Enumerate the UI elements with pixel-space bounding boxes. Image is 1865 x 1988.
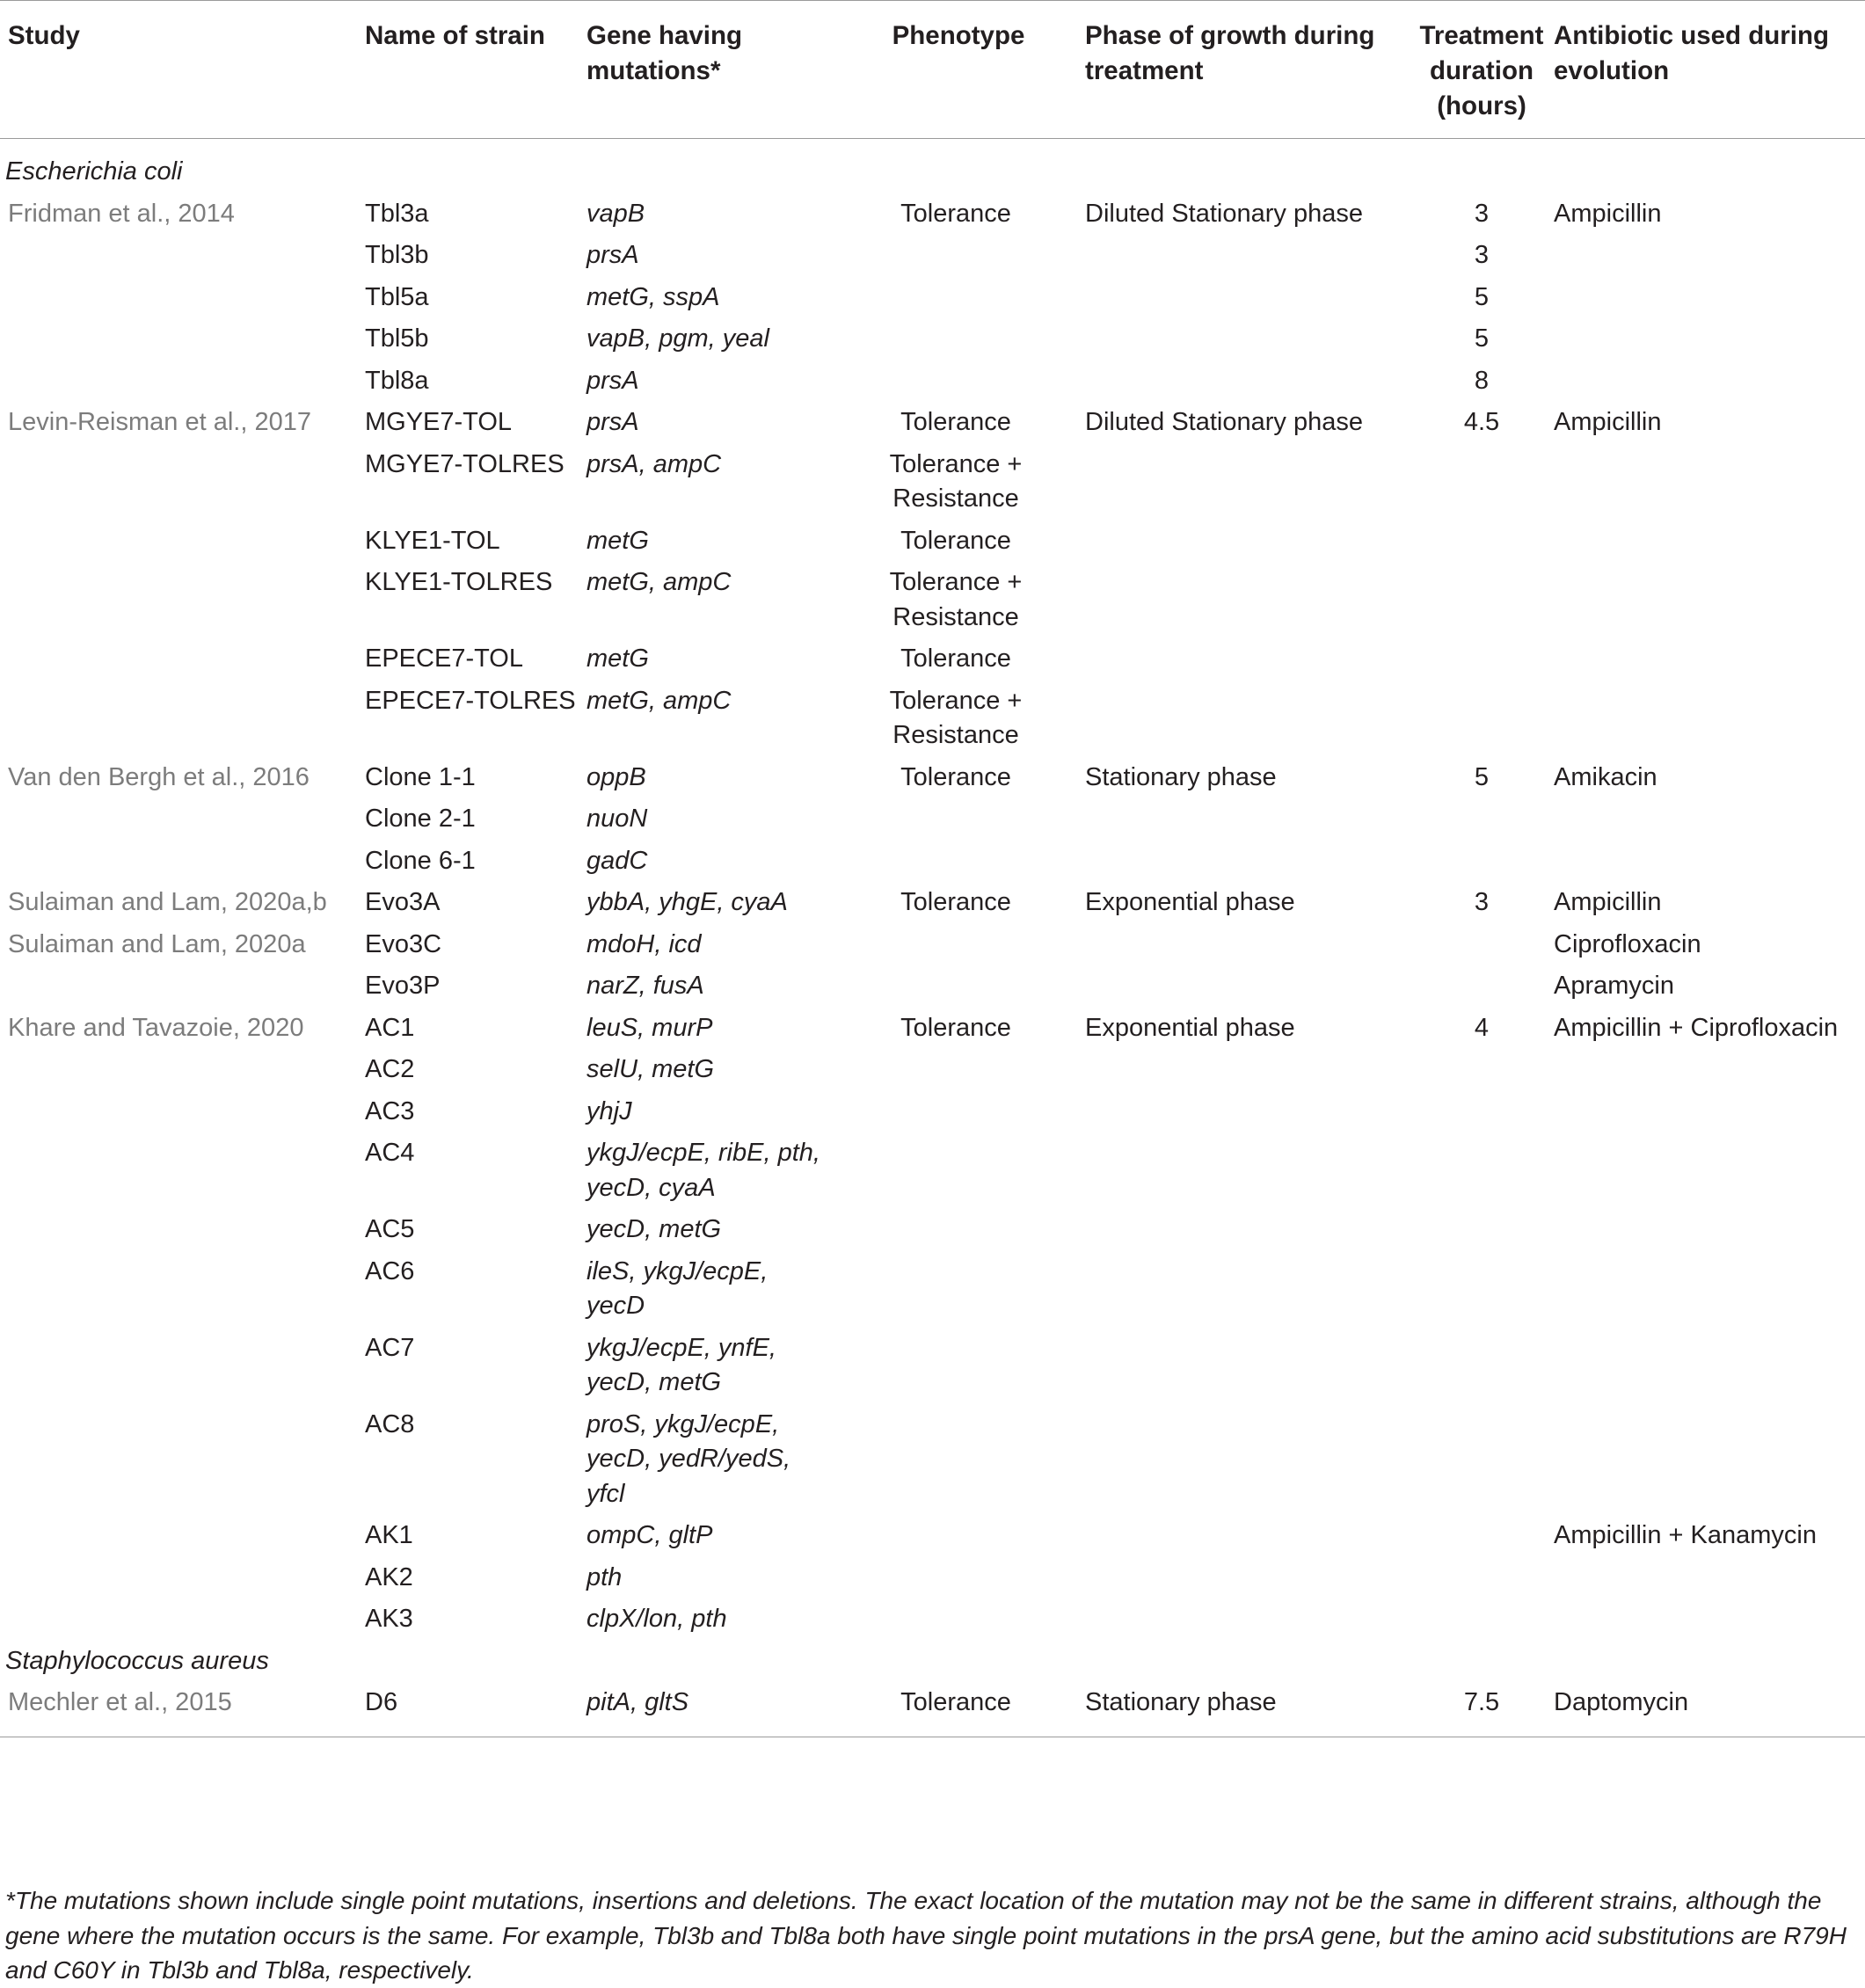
- cell-phase: Exponential phase: [1085, 888, 1295, 916]
- cell-antibiotic: Ampicillin: [1554, 408, 1662, 436]
- cell-phase: [1085, 524, 1410, 566]
- cell-antibiotic: Ampicillin + Kanamycin: [1554, 1521, 1817, 1549]
- cell-duration: [1410, 1518, 1554, 1561]
- column-header-antibiotic: Antibiotic used during evolution: [1554, 1, 1865, 139]
- cell-gene: metG, ampC: [586, 568, 732, 596]
- cell-study: [0, 238, 365, 280]
- cell-duration: [1410, 642, 1554, 684]
- table-row: [0, 197, 1865, 239]
- cell-phenotype: [832, 1561, 1085, 1603]
- cell-phenotype: Tolerance: [900, 408, 1011, 436]
- table-row: [0, 642, 1865, 684]
- cell-phase: [1085, 1095, 1410, 1137]
- cell-phase: [1085, 969, 1410, 1011]
- cell-gene: metG: [586, 526, 649, 555]
- cell-gene: metG, sspA: [586, 282, 720, 311]
- cell-phase: [1085, 844, 1410, 886]
- cell-strain: EPECE7-TOLRES: [365, 686, 576, 715]
- cell-strain: AC5: [365, 1215, 415, 1243]
- table-row: [0, 322, 1865, 364]
- table-footnote: *The mutations shown include single point mutations, insertions and deletions. The exact location of the mutation may not be the same in different strains, although the gene where the mutation occurs is the same. For example, Tbl3b and Tbl8a both have single point mutations in the prsA gene, but the amino acid substitutions are R79H and C60Y in Tbl3b and Tbl8a, respectively.: [5, 1887, 1847, 1984]
- cell-phenotype: [832, 1518, 1085, 1561]
- cell-phase: [1085, 364, 1410, 406]
- column-header-duration: Treatment duration (hours): [1410, 1, 1554, 139]
- table-row: [0, 969, 1865, 1011]
- cell-phenotype: [832, 1212, 1085, 1255]
- cell-study: Mechler et al., 2015: [0, 1686, 365, 1737]
- cell-strain: Tbl3b: [365, 241, 429, 269]
- cell-strain: Tbl5b: [365, 324, 429, 353]
- cell-gene: metG: [586, 644, 649, 673]
- cell-gene: mdoH, icd: [586, 929, 702, 958]
- cell-phase: [1085, 1518, 1410, 1561]
- cell-duration: [1410, 1408, 1554, 1519]
- cell-study: [0, 642, 365, 684]
- cell-gene: nuoN: [586, 805, 648, 833]
- cell-antibiotic: Ciprofloxacin: [1554, 929, 1701, 958]
- cell-gene: prsA: [586, 366, 639, 395]
- cell-phase: Diluted Stationary phase: [1085, 408, 1363, 436]
- cell-strain: KLYE1-TOLRES: [365, 568, 553, 596]
- cell-gene: ykgJ/ecpE, ynfE, yecD, metG: [586, 1333, 776, 1396]
- cell-antibiotic: [1554, 1255, 1865, 1331]
- cell-duration: [1410, 684, 1554, 761]
- cell-phenotype: [832, 1095, 1085, 1137]
- cell-phase: [1085, 1331, 1410, 1408]
- cell-phase: [1085, 684, 1410, 761]
- table-row: [0, 280, 1865, 323]
- cell-strain: Evo3C: [365, 929, 442, 958]
- cell-study: Sulaiman and Lam, 2020a,b: [8, 888, 327, 916]
- table-row: [0, 364, 1865, 406]
- cell-antibiotic: [1554, 524, 1865, 566]
- cell-strain: Clone 1-1: [365, 762, 476, 791]
- cell-antibiotic: [1554, 1136, 1865, 1212]
- cell-strain: MGYE7-TOL: [365, 408, 513, 436]
- cell-phenotype: [832, 238, 1085, 280]
- cell-phenotype: Tolerance + Resistance: [889, 449, 1023, 513]
- cell-phase: [1085, 1212, 1410, 1255]
- cell-gene: proS, ykgJ/ecpE, yecD, yedR/yedS, yfcl: [586, 1409, 791, 1508]
- cell-gene: ykgJ/ecpE, ribE, pth, yecD, cyaA: [586, 1139, 820, 1202]
- cell-strain: AC4: [365, 1139, 415, 1167]
- table-row: [0, 524, 1865, 566]
- table-row: [0, 684, 1865, 761]
- cell-strain: AK3: [365, 1605, 413, 1633]
- cell-strain: Tbl8a: [365, 366, 429, 395]
- column-header-gene: Gene having mutations*: [586, 1, 832, 139]
- species-row: [0, 1644, 1865, 1686]
- cell-duration: [1410, 448, 1554, 524]
- cell-phenotype: [832, 280, 1085, 323]
- cell-phenotype: [832, 1602, 1085, 1644]
- cell-strain: AK1: [365, 1521, 413, 1549]
- cell-antibiotic: [1554, 280, 1865, 323]
- cell-antibiotic: Ampicillin: [1554, 888, 1662, 916]
- cell-study: [0, 322, 365, 364]
- cell-study: [0, 1518, 365, 1561]
- cell-study: [0, 1602, 365, 1644]
- cell-duration: [1410, 844, 1554, 886]
- cell-study: Van den Bergh et al., 2016: [8, 762, 310, 791]
- table-row: [0, 1602, 1865, 1644]
- cell-antibiotic: Daptomycin: [1554, 1686, 1865, 1737]
- cell-duration: 4.5: [1463, 408, 1500, 436]
- cell-antibiotic: [1554, 802, 1865, 844]
- cell-phenotype: Tolerance + Resistance: [889, 568, 1023, 631]
- table-row: [0, 1136, 1865, 1212]
- cell-study: [0, 1212, 365, 1255]
- cell-phase: [1085, 1408, 1410, 1519]
- cell-duration: 3: [1474, 241, 1490, 269]
- cell-phase: [1085, 642, 1410, 684]
- cell-phase: [1085, 1255, 1410, 1331]
- table-row: [0, 238, 1865, 280]
- cell-phase: Exponential phase: [1085, 1013, 1295, 1042]
- cell-phase: Diluted Stationary phase: [1085, 199, 1363, 228]
- table-header-row: [0, 1, 1865, 139]
- cell-study: [0, 1561, 365, 1603]
- cell-antibiotic: [1554, 1602, 1865, 1644]
- cell-phenotype: Tolerance: [900, 526, 1011, 555]
- cell-antibiotic: [1554, 642, 1865, 684]
- cell-phenotype: [832, 969, 1085, 1011]
- cell-study: [0, 280, 365, 323]
- cell-antibiotic: [1554, 238, 1865, 280]
- cell-strain: AC3: [365, 1096, 415, 1125]
- cell-phenotype: [832, 1331, 1085, 1408]
- species-row: [0, 139, 1865, 197]
- cell-strain: AK2: [365, 1562, 413, 1591]
- cell-gene: leuS, murP: [586, 1013, 713, 1042]
- cell-strain: AC8: [365, 1409, 415, 1438]
- cell-strain: AC1: [365, 1013, 415, 1042]
- cell-duration: 8: [1474, 366, 1490, 395]
- cell-study: Sulaiman and Lam, 2020a: [8, 929, 306, 958]
- cell-study: [0, 969, 365, 1011]
- cell-phenotype: Tolerance: [900, 1013, 1011, 1042]
- cell-duration: 3: [1474, 199, 1490, 228]
- cell-gene: prsA: [586, 408, 639, 436]
- table-row: [0, 405, 1865, 448]
- table-row: [0, 1331, 1865, 1408]
- cell-phenotype: [832, 1136, 1085, 1212]
- table-row: [0, 1561, 1865, 1603]
- cell-phenotype: [832, 322, 1085, 364]
- table-row: [0, 1686, 1865, 1737]
- cell-study: [0, 1255, 365, 1331]
- cell-gene: metG, ampC: [586, 686, 732, 715]
- cell-antibiotic: [1554, 364, 1865, 406]
- cell-duration: [1410, 524, 1554, 566]
- cell-gene: ileS, ykgJ/ecpE, yecD: [586, 1256, 769, 1320]
- cell-strain: EPECE7-TOL: [365, 644, 523, 673]
- table-row: [0, 885, 1865, 928]
- cell-study: [0, 1331, 365, 1408]
- table-row: [0, 844, 1865, 886]
- cell-study: [0, 1052, 365, 1095]
- table-body: [0, 139, 1865, 1737]
- cell-duration: 5: [1474, 282, 1490, 311]
- table-row: [0, 1011, 1865, 1053]
- cell-gene: pth: [586, 1562, 623, 1591]
- table-row: [0, 1212, 1865, 1255]
- cell-antibiotic: [1554, 844, 1865, 886]
- cell-duration: [1410, 969, 1554, 1011]
- cell-phase: [1085, 802, 1410, 844]
- cell-antibiotic: [1554, 565, 1865, 642]
- cell-duration: 3: [1474, 888, 1490, 916]
- cell-study: [0, 1136, 365, 1212]
- cell-phenotype: [832, 1255, 1085, 1331]
- cell-phenotype: [832, 802, 1085, 844]
- cell-duration: [1410, 928, 1554, 970]
- cell-phase: [1085, 1052, 1410, 1095]
- cell-phenotype: Tolerance: [900, 888, 1011, 916]
- cell-strain: Tbl3a: [365, 199, 429, 228]
- cell-phase: [1085, 448, 1410, 524]
- cell-gene: vapB, pgm, yeal: [586, 324, 769, 353]
- column-header-phenotype: Phenotype: [832, 1, 1085, 139]
- cell-strain: AC7: [365, 1333, 415, 1362]
- cell-phase: [1085, 1136, 1410, 1212]
- cell-gene: vapB: [586, 199, 645, 228]
- cell-duration: [1410, 1212, 1554, 1255]
- cell-duration: 5: [1474, 762, 1490, 791]
- cell-antibiotic: Ampicillin: [1554, 199, 1662, 228]
- cell-duration: [1410, 1602, 1554, 1644]
- cell-study: Khare and Tavazoie, 2020: [8, 1013, 304, 1042]
- cell-antibiotic: Ampicillin + Ciprofloxacin: [1554, 1013, 1839, 1042]
- cell-duration: 7.5: [1410, 1686, 1554, 1737]
- cell-study: [0, 524, 365, 566]
- cell-gene: prsA, ampC: [586, 449, 722, 478]
- cell-phase: [1085, 1561, 1410, 1603]
- column-header-phase: Phase of growth during treatment: [1085, 1, 1410, 139]
- cell-gene: prsA: [586, 241, 639, 269]
- cell-study: [0, 802, 365, 844]
- cell-strain: Evo3A: [365, 888, 441, 916]
- table-row: [0, 1095, 1865, 1137]
- cell-duration: [1410, 802, 1554, 844]
- cell-strain: Tbl5a: [365, 282, 429, 311]
- cell-study: [0, 844, 365, 886]
- cell-phase: Stationary phase: [1085, 762, 1277, 791]
- cell-strain: Evo3P: [365, 972, 441, 1000]
- cell-phase: [1085, 280, 1410, 323]
- column-header-study: Study: [0, 1, 365, 139]
- cell-antibiotic: [1554, 1052, 1865, 1095]
- cell-study: [0, 565, 365, 642]
- cell-phenotype: [832, 1408, 1085, 1519]
- cell-antibiotic: Amikacin: [1554, 762, 1657, 791]
- cell-study: [0, 1095, 365, 1137]
- cell-study: Fridman et al., 2014: [8, 199, 235, 228]
- table-row: [0, 928, 1865, 970]
- cell-phenotype: [832, 1052, 1085, 1095]
- cell-gene: selU, metG: [586, 1055, 715, 1083]
- cell-gene: oppB: [586, 762, 646, 791]
- cell-strain: D6: [365, 1686, 586, 1737]
- cell-gene: yecD, metG: [586, 1215, 722, 1243]
- cell-antibiotic: [1554, 1331, 1865, 1408]
- cell-strain: Clone 6-1: [365, 846, 476, 875]
- cell-antibiotic: [1554, 1095, 1865, 1137]
- cell-phase: [1085, 565, 1410, 642]
- cell-phase: [1085, 1602, 1410, 1644]
- cell-gene: pitA, gltS: [586, 1686, 832, 1737]
- cell-gene: gadC: [586, 846, 648, 875]
- cell-gene: narZ, fusA: [586, 972, 704, 1000]
- cell-phenotype: [832, 364, 1085, 406]
- cell-antibiotic: Apramycin: [1554, 972, 1674, 1000]
- cell-antibiotic: [1554, 1212, 1865, 1255]
- cell-antibiotic: [1554, 684, 1865, 761]
- cell-phase: [1085, 928, 1410, 970]
- cell-phenotype: Tolerance: [832, 1686, 1085, 1737]
- table-row: [0, 565, 1865, 642]
- table-row: [0, 448, 1865, 524]
- cell-strain: Clone 2-1: [365, 805, 476, 833]
- cell-phenotype: [832, 928, 1085, 970]
- cell-phase: [1085, 322, 1410, 364]
- cell-gene: ompC, gltP: [586, 1521, 713, 1549]
- cell-antibiotic: [1554, 1408, 1865, 1519]
- cell-strain: KLYE1-TOL: [365, 526, 500, 555]
- cell-strain: AC6: [365, 1256, 415, 1285]
- table-row: [0, 802, 1865, 844]
- cell-phenotype: Tolerance + Resistance: [889, 686, 1023, 749]
- cell-duration: [1410, 1255, 1554, 1331]
- cell-gene: clpX/lon, pth: [586, 1605, 727, 1633]
- cell-duration: [1410, 1561, 1554, 1603]
- species-heading: Escherichia coli: [5, 157, 183, 186]
- cell-phase: Stationary phase: [1085, 1686, 1410, 1737]
- cell-gene: yhjJ: [586, 1096, 632, 1125]
- cell-antibiotic: [1554, 322, 1865, 364]
- table-row: [0, 761, 1865, 803]
- cell-duration: [1410, 565, 1554, 642]
- cell-study: [0, 364, 365, 406]
- cell-phenotype: Tolerance: [900, 644, 1011, 673]
- cell-antibiotic: [1554, 448, 1865, 524]
- table-row: [0, 1518, 1865, 1561]
- cell-strain: MGYE7-TOLRES: [365, 449, 565, 478]
- table-row: [0, 1052, 1865, 1095]
- cell-study: Levin-Reisman et al., 2017: [8, 408, 311, 436]
- cell-gene: ybbA, yhgE, cyaA: [586, 888, 788, 916]
- cell-duration: [1410, 1095, 1554, 1137]
- cell-antibiotic: [1554, 1561, 1865, 1603]
- cell-phenotype: Tolerance: [900, 199, 1011, 228]
- cell-phenotype: Tolerance: [900, 762, 1011, 791]
- cell-duration: 5: [1474, 324, 1490, 353]
- cell-duration: [1410, 1331, 1554, 1408]
- cell-phase: [1085, 238, 1410, 280]
- cell-study: [0, 448, 365, 524]
- cell-duration: 4: [1474, 1013, 1490, 1042]
- cell-duration: [1410, 1136, 1554, 1212]
- species-heading: Staphylococcus aureus: [5, 1646, 269, 1675]
- cell-phenotype: [832, 844, 1085, 886]
- column-header-strain: Name of strain: [365, 1, 586, 139]
- cell-study: [0, 684, 365, 761]
- cell-strain: AC2: [365, 1055, 415, 1083]
- cell-duration: [1410, 1052, 1554, 1095]
- cell-study: [0, 1408, 365, 1519]
- table-row: [0, 1255, 1865, 1331]
- table-row: [0, 1408, 1865, 1519]
